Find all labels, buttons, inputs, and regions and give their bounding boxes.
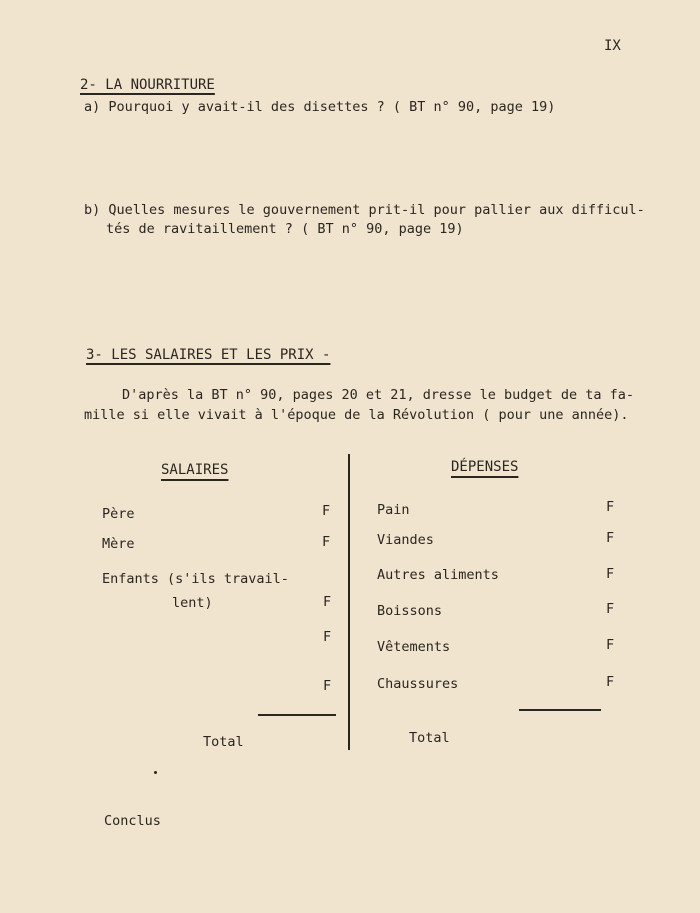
salaires-total-label: Total (203, 734, 244, 750)
salaire-currency-mere: F (322, 534, 331, 550)
section-2-title: 2- LA NOURRITURE (80, 77, 215, 93)
depense-currency-boissons: F (606, 601, 615, 617)
depense-row-pain: Pain (377, 502, 410, 518)
question-a: a) Pourquoi y avait-il des disettes ? ( BT n° 90, page 19) (84, 99, 556, 115)
salaire-row-pere: Père (102, 506, 135, 522)
salaire-currency-pere: F (322, 503, 331, 519)
salaire-row-mere: Mère (102, 536, 135, 552)
depense-currency-autres-aliments: F (606, 566, 615, 582)
depense-row-autres-aliments: Autres aliments (377, 567, 499, 583)
salaires-total-rule (258, 714, 336, 716)
depense-currency-chaussures: F (606, 674, 615, 690)
intro-line-1: D'après la BT n° 90, pages 20 et 21, dresse le budget de ta fa- (122, 387, 635, 403)
salaire-currency-extra-2: F (323, 678, 332, 694)
salaire-row-enfants: Enfants (s'ils travail- (102, 571, 289, 587)
depense-row-viandes: Viandes (377, 532, 434, 548)
depenses-total-rule (519, 709, 601, 711)
column-divider (348, 454, 350, 750)
depense-currency-pain: F (606, 499, 615, 515)
depense-row-vetements: Vêtements (377, 639, 451, 655)
depense-row-boissons: Boissons (377, 603, 443, 619)
salaire-currency-enfants: F (323, 594, 332, 610)
depense-currency-viandes: F (606, 530, 615, 546)
question-b-line-1: b) Quelles mesures le gouvernement prit-il pour pallier aux difficul- (84, 202, 645, 218)
page-number: IX (604, 38, 621, 54)
stray-dot (154, 771, 157, 774)
depenses-heading: DÉPENSES (451, 459, 519, 475)
question-b-line-2: tés de ravitaillement ? ( BT n° 90, page 19) (106, 221, 464, 237)
depense-currency-vetements: F (606, 637, 615, 653)
salaire-row-enfants-cont: lent) (172, 595, 213, 611)
conclusion-label: Conclus (104, 813, 161, 829)
depenses-total-label: Total (409, 730, 450, 746)
salaires-heading: SALAIRES (161, 462, 229, 478)
salaire-currency-extra-1: F (323, 629, 332, 645)
intro-line-2: mille si elle vivait à l'époque de la Révolution ( pour une année). (84, 407, 629, 423)
section-3-title: 3- LES SALAIRES ET LES PRIX - (86, 347, 331, 363)
depense-row-chaussures: Chaussures (377, 676, 459, 692)
